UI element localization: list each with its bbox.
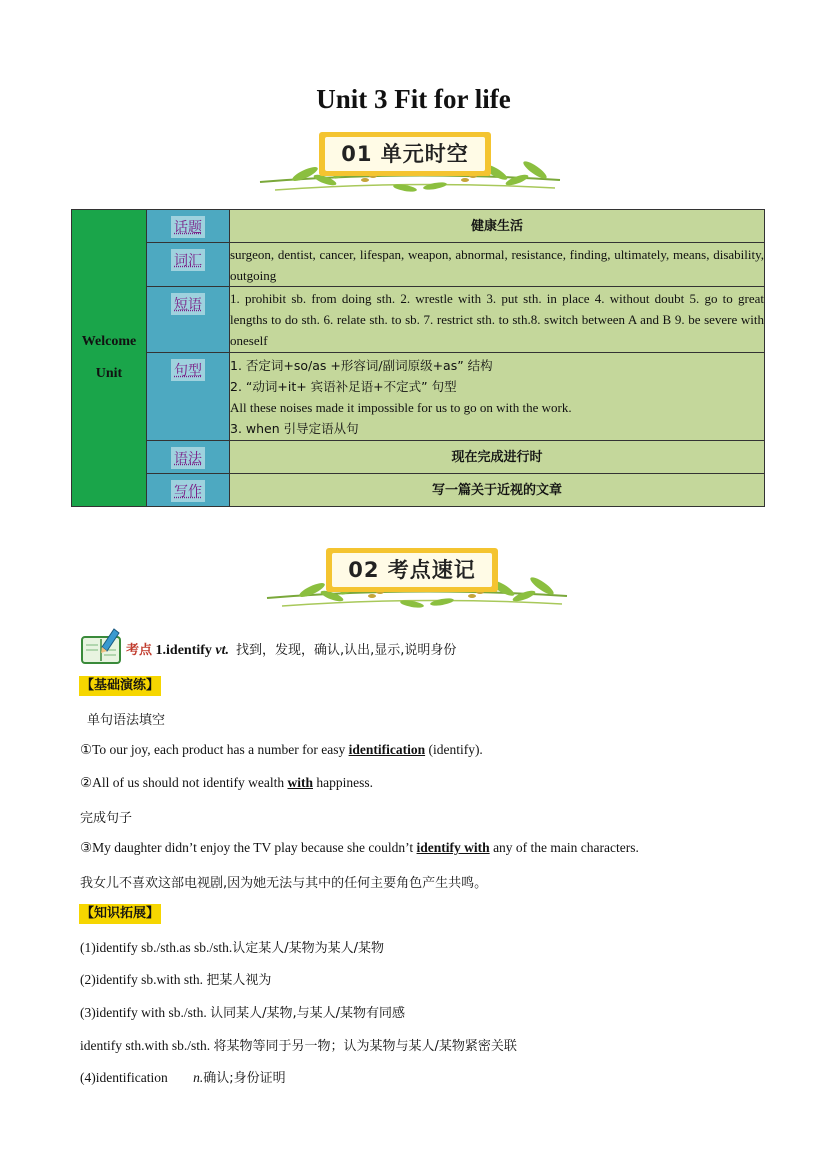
question-text: ①To our joy, each product has a number for easy	[80, 742, 349, 757]
row-content: 写一篇关于近视的文章	[230, 474, 765, 507]
extension-en: (1)identify sb./sth.as sb./sth.	[80, 940, 233, 955]
extension-en: (2)identify sb.with sth.	[80, 972, 207, 987]
extension-item	[80, 937, 384, 956]
sentence-pattern-2: 2. “动词+it+ 宾语补足语+不定式” 句型	[230, 378, 457, 394]
section-tag-knowledge-extension: 【知识拓展】	[79, 904, 161, 924]
question-2	[80, 775, 373, 791]
answer-text: with	[287, 775, 313, 790]
key-point-meaning: 找到，发现，确认,认出,显示,说明身份	[236, 643, 457, 658]
section-banner-1	[255, 130, 565, 202]
banner-frame	[326, 548, 498, 592]
table-row	[72, 243, 765, 287]
row-label-cell	[147, 474, 230, 507]
answer-text: identify with	[416, 840, 490, 855]
row-label: 短语	[171, 293, 205, 315]
unit-overview-table	[71, 209, 765, 507]
banner-label: 01 单元时空	[325, 137, 485, 171]
unit-name-line1: Welcome	[81, 334, 137, 349]
key-point-text	[126, 639, 456, 659]
table-row	[72, 210, 765, 243]
row-label: 句型	[171, 359, 205, 381]
row-label-cell	[147, 210, 230, 243]
question-text: (identify).	[425, 742, 483, 757]
page-title: Unit 3 Fit for life	[316, 84, 511, 114]
row-content: 健康生活	[230, 210, 765, 243]
row-label: 话题	[171, 216, 205, 238]
row-label-cell	[147, 441, 230, 474]
sentence-pattern-3: 3. when 引导定语从句	[230, 420, 359, 436]
key-point-prefix: 考点	[126, 643, 153, 658]
unit-name-line2: Unit	[95, 366, 123, 381]
answer-text: identification	[348, 742, 426, 757]
row-label: 写作	[171, 480, 205, 502]
table-row	[72, 474, 765, 507]
table-row	[72, 441, 765, 474]
key-point-pos: vt.	[215, 643, 230, 658]
question-text: ②All of us should not identify wealth	[80, 775, 288, 790]
subheading-text: 完成句子	[80, 811, 133, 826]
row-label-cell	[147, 287, 230, 353]
row-label-cell	[147, 353, 230, 441]
question-3-translation	[80, 872, 487, 891]
banner-frame	[319, 132, 491, 176]
row-content: 现在完成进行时	[230, 441, 765, 474]
table-row	[72, 287, 765, 353]
unit-name-cell	[72, 210, 147, 507]
banner-label: 02 考点速记	[332, 553, 492, 587]
extension-item	[80, 1067, 286, 1086]
question-text: ③My daughter didn’t enjoy the TV play because she couldn’t	[80, 840, 417, 855]
row-label-cell	[147, 243, 230, 287]
extension-item	[80, 1002, 405, 1021]
extension-cn: 把某人视为	[206, 973, 272, 988]
row-content	[230, 353, 765, 441]
subheading-complete-sentence	[80, 807, 132, 826]
sentence-pattern-example: All these noises made it impossible for us to go on with the work.	[230, 399, 572, 415]
question-1	[80, 742, 483, 758]
extension-cn: 认同某人/某物,与某人/某物有同感	[210, 1006, 406, 1021]
book-pencil-icon	[80, 627, 124, 667]
section-tag-basic-practice: 【基础演练】	[79, 676, 161, 696]
extension-pos: n.	[193, 1070, 204, 1085]
extension-item	[80, 1035, 517, 1054]
subheading-text: 单句语法填空	[87, 713, 166, 728]
extension-item	[80, 969, 271, 988]
extension-cn: 将某物等同于另一物；认为某物与某人/某物紧密关联	[213, 1039, 517, 1054]
row-content: 1. prohibit sb. from doing sth. 2. wrestle with 3. put sth. in place 4. without doubt 5. go to great lengths to do sth. 6. relate sth. to sb. 7. restrict sth. to sth.8. switch between A and B 9. be severe with oneself	[230, 287, 765, 353]
extension-en: (3)identify with sb./sth.	[80, 1005, 211, 1020]
row-label: 词汇	[171, 249, 205, 271]
extension-cn: 认定某人/某物为某人/某物	[232, 941, 385, 956]
table-row	[72, 353, 765, 441]
key-point-word: 1.identify	[155, 643, 212, 658]
section-banner-2	[262, 546, 572, 618]
subheading-fill-blank	[87, 709, 165, 728]
row-label: 语法	[171, 447, 205, 469]
translation-text: 我女儿不喜欢这部电视剧,因为她无法与其中的任何主要角色产生共鸣。	[80, 876, 488, 891]
extension-en: (4)identification	[80, 1070, 168, 1085]
question-3	[80, 840, 639, 856]
row-content: surgeon, dentist, cancer, lifespan, weapon, abnormal, resistance, finding, ultimately, means, disability, outgoing	[230, 243, 765, 287]
sentence-pattern-1: 1. 否定词+so/as +形容词/副词原级+as” 结构	[230, 357, 493, 373]
question-text: happiness.	[312, 775, 373, 790]
extension-en: identify sth.with sb./sth.	[80, 1038, 214, 1053]
extension-cn: 确认;身份证明	[203, 1071, 286, 1086]
question-text: any of the main characters.	[489, 840, 639, 855]
